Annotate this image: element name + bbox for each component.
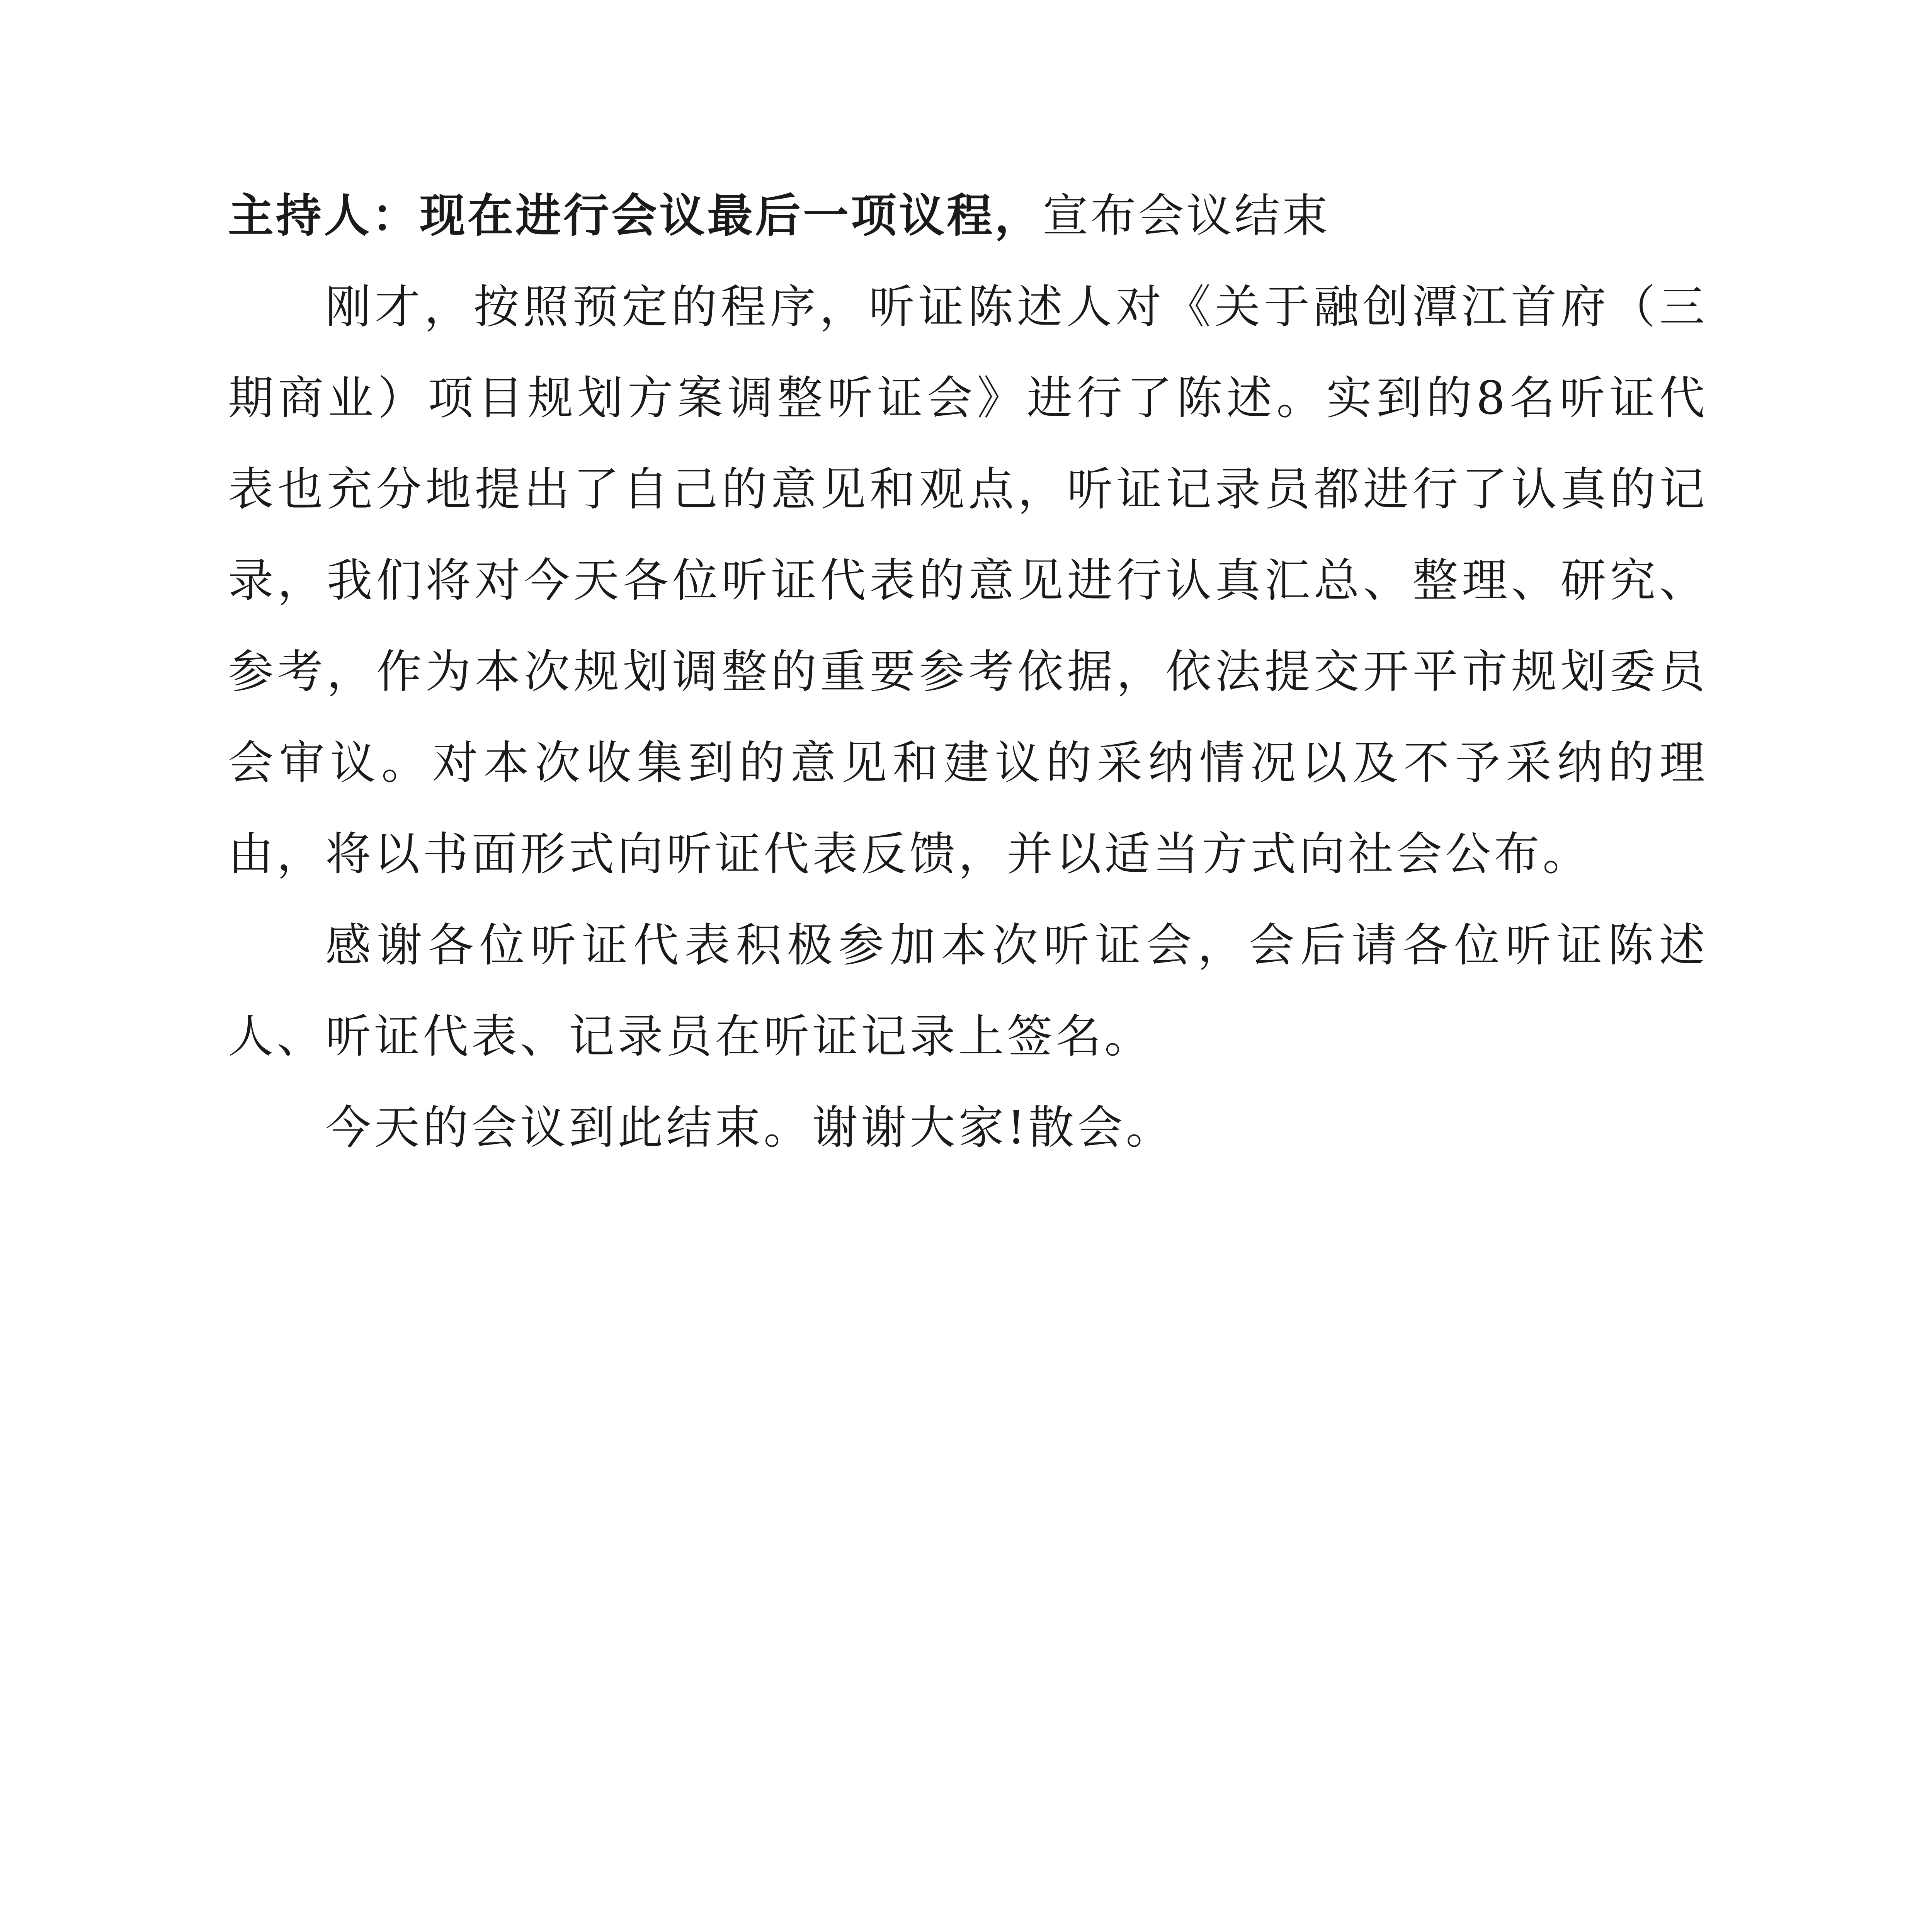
paragraph-summary: 刚才，按照预定的程序，听证陈述人对《关于融创潭江首府（三期商业）项目规划方案调整听证会》进行了陈述。实到的8名听证代表也充分地提出了自己的意见和观点，听证记录员都进行了认真的记录，我们将对今天各位听证代表的意见进行认真汇总、整理、研究、参考，作为本次规划调整的重要参考依据，依法提交开平市规划委员会审议。对本次收集到的意见和建议的采纳情况以及不予采纳的理由，将以书面形式向听证代表反馈，并以适当方式向社会公布。	[228, 280, 1708, 881]
heading-bold-text: 主持人：现在进行会议最后一项议程，	[228, 189, 1043, 242]
heading-rest-text: 宣布会议结束	[1043, 189, 1330, 242]
document-body	[228, 170, 1708, 1173]
section-heading	[228, 170, 1708, 261]
paragraph-thanks: 感谢各位听证代表积极参加本次听证会，会后请各位听证陈述人、听证代表、记录员在听证记录上签名。	[228, 918, 1708, 1063]
paragraph-closing: 今天的会议到此结束。谢谢大家!散会。	[325, 1101, 1175, 1154]
